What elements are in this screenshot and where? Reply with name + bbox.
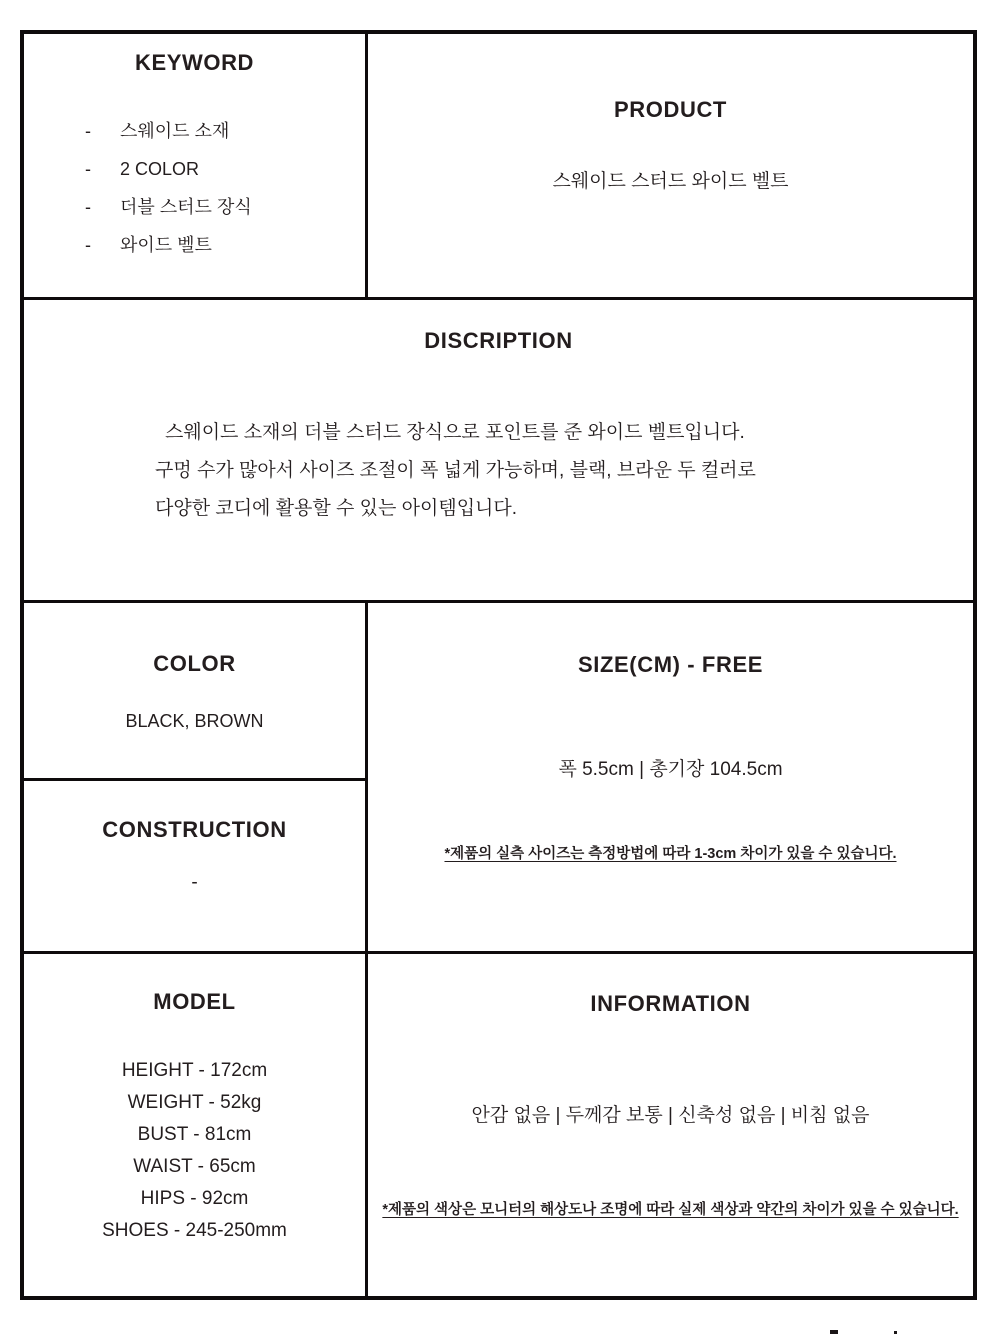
model-title: MODEL — [153, 989, 236, 1014]
dash-bullet: - — [85, 159, 91, 179]
model-measurement: HIPS - 92cm — [140, 1188, 249, 1209]
information-cell — [368, 954, 973, 1296]
dash-bullet: - — [85, 121, 91, 141]
color-value: BLACK, BROWN — [125, 711, 264, 731]
size-note: *제품의 실측 사이즈는 측정방법에 따라 1-3cm 차이가 있을 수 있습니다. — [444, 846, 897, 862]
discription-line: 구멍 수가 많아서 사이즈 조절이 폭 넓게 가능하며, 블랙, 브라운 두 컬러로 — [155, 460, 756, 481]
row-color-size — [24, 603, 973, 954]
size-cell — [368, 603, 973, 951]
keyword-item — [24, 112, 365, 150]
color-cell — [24, 603, 365, 781]
keyword-list — [24, 112, 365, 264]
row-model-information — [24, 954, 973, 1296]
keyword-item — [24, 226, 365, 264]
model-measurement: WAIST - 65cm — [133, 1156, 256, 1177]
dash-bullet: - — [85, 235, 91, 255]
size-title: SIZE(CM) - FREE — [578, 652, 763, 677]
color-title: COLOR — [153, 651, 236, 676]
keyword-item — [24, 150, 365, 188]
information-note: *제품의 색상은 모니터의 해상도나 조명에 따라 실제 색상과 약간의 차이가 있을 수 있습니다. — [382, 1202, 959, 1218]
discription-cell — [24, 300, 973, 600]
discription-text — [155, 414, 933, 528]
keyword-item-label: 더블 스터드 장식 — [120, 197, 252, 217]
product-title: PRODUCT — [614, 97, 727, 122]
construction-title: CONSTRUCTION — [102, 817, 287, 842]
keyword-title: KEYWORD — [134, 50, 255, 75]
cutoff-text-fragment — [830, 1330, 838, 1334]
size-value: 폭 5.5cm | 총기장 104.5cm — [558, 759, 783, 780]
model-measurement: BUST - 81cm — [137, 1124, 252, 1145]
discription-line: 스웨이드 소재의 더블 스터드 장식으로 포인트를 준 와이드 벨트입니다. — [165, 422, 745, 443]
discription-line: 다양한 코디에 활용할 수 있는 아이템입니다. — [155, 498, 518, 519]
keyword-cell — [24, 34, 368, 297]
keyword-item-label: 스웨이드 소재 — [120, 121, 230, 141]
model-cell — [24, 954, 368, 1296]
dash-bullet: - — [85, 197, 91, 217]
product-cell — [368, 34, 973, 297]
model-measurements — [24, 1055, 365, 1247]
construction-cell — [24, 781, 365, 951]
information-value: 안감 없음 | 두께감 보통 | 신축성 없음 | 비침 없음 — [471, 1105, 870, 1126]
construction-value: - — [191, 872, 198, 893]
keyword-item — [24, 188, 365, 226]
discription-title: DISCRIPTION — [424, 328, 573, 353]
row-keyword-product — [24, 34, 973, 300]
model-measurement: HEIGHT - 172cm — [121, 1060, 268, 1081]
spec-table — [20, 30, 977, 1300]
information-title: INFORMATION — [590, 991, 751, 1016]
product-name: 스웨이드 스터드 와이드 벨트 — [552, 171, 789, 192]
keyword-item-label: 와이드 벨트 — [120, 235, 212, 255]
model-measurement: SHOES - 245-250mm — [102, 1220, 287, 1241]
row-discription — [24, 300, 973, 603]
keyword-item-label: 2 COLOR — [120, 159, 200, 179]
color-construction-column — [24, 603, 368, 951]
model-measurement: WEIGHT - 52kg — [127, 1092, 262, 1113]
